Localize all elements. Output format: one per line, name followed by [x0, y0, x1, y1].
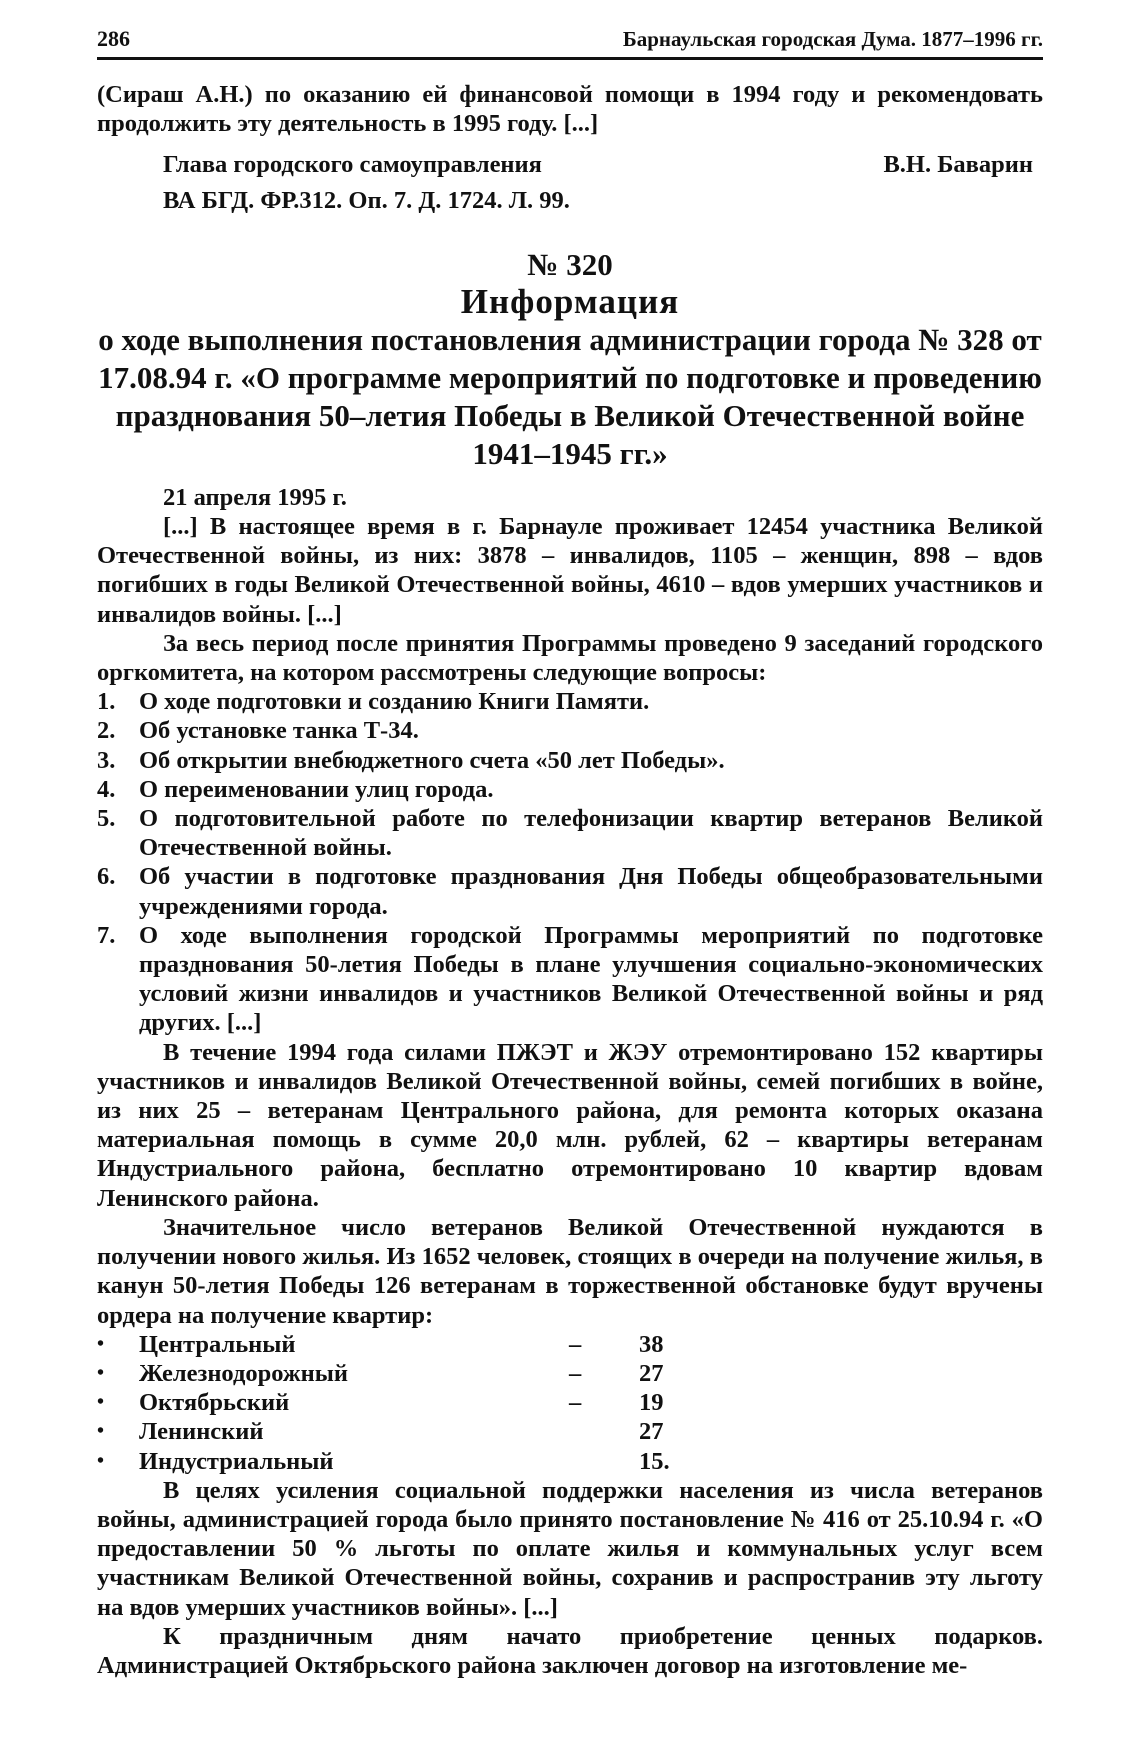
district-row [97, 1388, 1043, 1417]
list-item-number: 3. [97, 746, 116, 774]
page-body [97, 80, 1043, 1680]
list-item-number: 6. [97, 863, 116, 891]
page-header [97, 26, 1043, 60]
district-name: Октябрьский [139, 1389, 290, 1417]
district-dash: – [569, 1359, 582, 1387]
district-value: 15. [639, 1447, 670, 1475]
list-item-number: 5. [97, 805, 116, 833]
list-item-text: О переименовании улиц города. [139, 775, 494, 803]
intro-paragraph: (Сираш А.Н.) по оказанию ей финансовой помощи в 1994 году и рекомендовать продолжить эту деятельность в 1995 году. [...] [97, 81, 1043, 138]
signature-line [97, 150, 1043, 179]
paragraph-repairs: В течение 1994 года силами ПЖЭТ и ЖЭУ отремонтировано 152 квартиры участников и инвалидов Великой Отечественной войны, семей погибших в войне, из них 25 – ветеранам Центрального района, для ремонта которых оказана материальная помощь в сумме 20,0 млн. рублей, 62 – квартиры ветеранам Индустриального района, бесплатно отремонтировано 10 квартир вдовам Ленинского района. [97, 1038, 1043, 1212]
list-item-number: 4. [97, 775, 116, 803]
district-name: Ленинский [139, 1418, 264, 1446]
bullet: • [97, 1361, 105, 1384]
district-dash [569, 1417, 639, 1446]
list-item-text: Об участии в подготовке празднования Дня Победы общеобразовательными учреждениями города. [139, 863, 1043, 920]
questions-list [97, 687, 1043, 1037]
district-name: Железнодорожный [139, 1359, 349, 1387]
list-item [97, 921, 1043, 1038]
districts-list [97, 1330, 1043, 1476]
list-item [97, 687, 1043, 716]
document-heading: Информация [460, 281, 680, 321]
list-item [97, 716, 1043, 745]
paragraph-veterans-count: [...] В настоящее время в г. Барнауле проживает 12454 участника Великой Отечественной войны, из них: 3878 – инвалидов, 1105 – женщин, 898 – вдов погибших в годы Великой Отечественной войны, 4610 – вдов умерших участников и инвалидов войны. [...] [97, 513, 1043, 628]
district-dash [569, 1447, 639, 1476]
archive-reference: ВА БГД. ФР.312. Оп. 7. Д. 1724. Л. 99. [163, 186, 570, 214]
paragraph-housing: Значительное число ветеранов Великой Отечественной нуждаются в получении нового жилья. Из 1652 человек, стоящих в очереди на получение жилья, в канун 50-летия Победы 126 ветеранам в торжественной обстановке будут вручены ордера на получение квартир: [97, 1213, 1043, 1329]
district-value: 27 [639, 1359, 664, 1387]
list-item-text: Об установке танка Т-34. [139, 717, 419, 745]
list-item-text: О подготовительной работе по телефонизации квартир ветеранов Великой Отечественной войны. [139, 805, 1043, 862]
bullet: • [97, 1420, 105, 1443]
document-number: № 320 [527, 246, 613, 282]
list-item-number: 2. [97, 717, 116, 745]
bullet: • [97, 1391, 105, 1414]
bullet: • [97, 1332, 105, 1355]
paragraph-committee: За весь период после принятия Программы проведено 9 заседаний городского оргкомитета, на котором рассмотрены следующие вопросы: [97, 629, 1043, 687]
signature-name: В.Н. Баварин [883, 151, 1033, 179]
paragraph-gifts: К праздничным дням начато приобретение ценных подарков. Администрацией Октябрьского района заключен договор на изготовление ме- [97, 1622, 1043, 1679]
district-name: Центральный [139, 1330, 296, 1358]
document-page [97, 26, 1043, 1680]
district-value: 19 [639, 1389, 664, 1417]
district-row [97, 1330, 1043, 1359]
page-number: 286 [97, 26, 130, 51]
list-item [97, 746, 1043, 775]
document-date: 21 апреля 1995 г. [163, 483, 347, 511]
district-name: Индустриальный [139, 1447, 334, 1475]
document-title-block [97, 247, 1043, 473]
list-item-text: О ходе выполнения городской Программы мероприятий по подготовке празднования 50-летия Победы в плане улучшения социально-экономических условий жизни инвалидов и участников Великой Отечественной войны и ряд других. [...] [139, 921, 1043, 1037]
list-item-number: 7. [97, 921, 116, 949]
document-subtitle: о ходе выполнения постановления администрации города № 328 от 17.08.94 г. «О программе мероприятий по подготовке и проведению празднования 50–летия Победы в Великой Отечественной войне 1941–1945 гг.» [98, 321, 1042, 471]
district-dash: – [569, 1389, 582, 1417]
district-row [97, 1447, 1043, 1476]
district-value: 27 [639, 1418, 664, 1446]
list-item-number: 1. [97, 688, 116, 716]
district-row [97, 1359, 1043, 1388]
list-item [97, 862, 1043, 920]
signature-position: Глава городского самоуправления [163, 151, 542, 179]
district-value: 38 [639, 1330, 664, 1358]
district-dash: – [569, 1330, 582, 1358]
list-item-text: О ходе подготовки и созданию Книги Памяти. [139, 688, 650, 716]
running-title: Барнаульская городская Дума. 1877–1996 гг. [622, 27, 1043, 51]
list-item-text: Об открытии внебюджетного счета «50 лет Победы». [139, 746, 725, 774]
list-item [97, 775, 1043, 804]
bullet: • [97, 1449, 105, 1472]
paragraph-social-support: В целях усиления социальной поддержки населения из числа ветеранов войны, администрацией города было принято постановление № 416 от 25.10.94 г. «О предоставлении 50 % льготы по оплате жилья и коммунальных услуг всем участникам Великой Отечественной войны, сохранив и распространив эту льготу на вдов умерших участников войны». [...] [97, 1476, 1043, 1621]
district-row [97, 1417, 1043, 1446]
list-item [97, 804, 1043, 862]
